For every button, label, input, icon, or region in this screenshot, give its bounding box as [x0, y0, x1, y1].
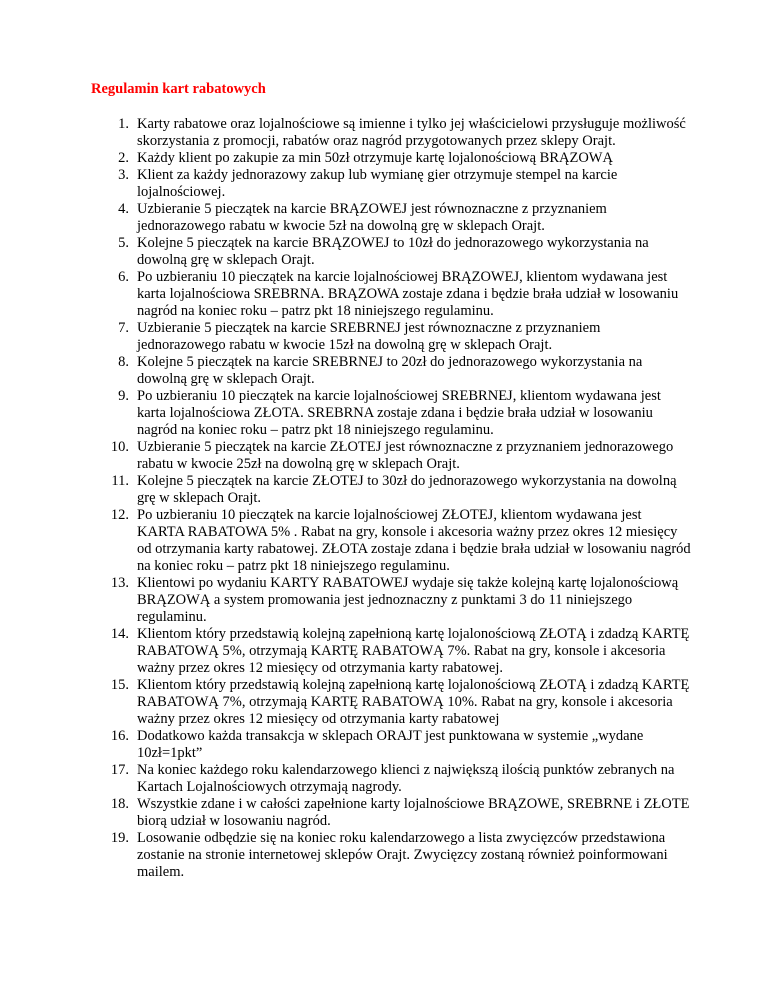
rule-number: 4.: [118, 201, 129, 217]
rule-item: [91, 150, 691, 167]
rule-item: [91, 728, 691, 762]
rule-text: Losowanie odbędzie się na koniec roku kalendarzowego a lista zwycięzców przedstawiona zostanie na stronie internetowej sklepów Orajt. Zwycięzcy zostaną również poinformowani mailem.: [137, 830, 668, 880]
rule-item: [91, 235, 691, 269]
rule-number: 6.: [118, 269, 129, 285]
rule-text: Uzbieranie 5 pieczątek na karcie BRĄZOWEJ jest równoznaczne z przyznaniem jednorazowego rabatu w kwocie 5zł na dowolną grę w sklepach Orajt.: [137, 201, 607, 234]
rule-text: Wszystkie zdane i w całości zapełnione karty lojalnościowe BRĄZOWE, SREBRNE i ZŁOTE biorą udział w losowaniu nagród.: [137, 796, 690, 829]
rule-text: Kolejne 5 pieczątek na karcie ZŁOTEJ to 30zł do jednorazowego wykorzystania na dowolną grę w sklepach Orajt.: [137, 473, 677, 506]
rule-item: [91, 830, 691, 881]
rule-number: 8.: [118, 354, 129, 370]
rule-number: 7.: [118, 320, 129, 336]
rule-item: [91, 626, 691, 677]
rule-text: Klientom który przedstawią kolejną zapełnioną kartę lojalonościową ZŁOTĄ i zdadzą KARTĘ RABATOWĄ 7%, otrzymają KARTĘ RABATOWĄ 10%. Rabat na gry, konsole i akcesoria ważny przez okres 12 miesięcy od otrzymania karty rabatowej: [137, 677, 690, 727]
rule-number: 13.: [110, 575, 129, 591]
rule-item: [91, 201, 691, 235]
rule-number: 9.: [118, 388, 129, 404]
rule-item: [91, 388, 691, 439]
rule-item: [91, 116, 691, 150]
rule-item: [91, 762, 691, 796]
rule-item: [91, 575, 691, 626]
rule-number: 15.: [110, 677, 129, 693]
rule-text: Dodatkowo każda transakcja w sklepach ORAJT jest punktowana w systemie „wydane 10zł=1pkt”: [137, 728, 644, 761]
document-title: Regulamin kart rabatowych: [91, 81, 266, 97]
rule-text: Uzbieranie 5 pieczątek na karcie SREBRNEJ jest równoznaczne z przyznaniem jednorazowego rabatu w kwocie 15zł na dowolną grę w sklepach Orajt.: [137, 320, 601, 353]
rule-item: [91, 507, 691, 575]
rule-text: Klient za każdy jednorazowy zakup lub wymianę gier otrzymuje stempel na karcie lojalnościowej.: [137, 167, 618, 200]
rule-text: Klientom który przedstawią kolejną zapełnioną kartę lojalonościową ZŁOTĄ i zdadzą KARTĘ RABATOWĄ 5%, otrzymają KARTĘ RABATOWĄ 7%. Rabat na gry, konsole i akcesoria ważny przez okres 12 miesięcy od otrzymania karty rabatowej.: [137, 626, 690, 676]
rule-number: 10.: [110, 439, 129, 455]
rule-item: [91, 269, 691, 320]
rule-text: Każdy klient po zakupie za min 50zł otrzymuje kartę lojalonościową BRĄZOWĄ: [137, 150, 613, 166]
rule-item: [91, 354, 691, 388]
rule-text: Na koniec każdego roku kalendarzowego klienci z największą ilością punktów zebranych na Kartach Lojalnościowych otrzymają nagrody.: [137, 762, 675, 795]
rule-text: Uzbieranie 5 pieczątek na karcie ZŁOTEJ jest równoznaczne z przyznaniem jednorazowego rabatu w kwocie 25zł na dowolną grę w sklepach Orajt.: [137, 439, 674, 472]
rule-item: [91, 320, 691, 354]
rule-text: Po uzbieraniu 10 pieczątek na karcie lojalnościowej SREBRNEJ, klientom wydawana jest karta lojalnościowa ZŁOTA. SREBRNA zostaje zdana i będzie brała udział w losowaniu nagród na koniec roku – patrz pkt 18 niniejszego regulaminu.: [137, 388, 661, 438]
rule-text: Kolejne 5 pieczątek na karcie BRĄZOWEJ to 10zł do jednorazowego wykorzystania na dowolną grę w sklepach Orajt.: [137, 235, 649, 268]
rule-number: 5.: [118, 235, 129, 251]
rule-number: 12.: [110, 507, 129, 523]
rule-text: Kolejne 5 pieczątek na karcie SREBRNEJ to 20zł do jednorazowego wykorzystania na dowolną grę w sklepach Orajt.: [137, 354, 643, 387]
rule-number: 17.: [110, 762, 129, 778]
rule-text: Po uzbieraniu 10 pieczątek na karcie lojalnościowej BRĄZOWEJ, klientom wydawana jest karta lojalnościowa SREBRNA. BRĄZOWA zostaje zdana i będzie brała udział w losowaniu nagród na koniec roku – patrz pkt 18 niniejszego regulaminu.: [137, 269, 679, 319]
rule-item: [91, 167, 691, 201]
rule-number: 14.: [110, 626, 129, 642]
rule-item: [91, 439, 691, 473]
rule-text: Po uzbieraniu 10 pieczątek na karcie lojalnościowej ZŁOTEJ, klientom wydawana jest KARTA RABATOWA 5% . Rabat na gry, konsole i akcesoria ważny przez okres 12 miesięcy od otrzymania karty rabatowej. ZŁOTA zostaje zdana i będzie brała udział w losowaniu nagród na koniec roku – patrz pkt 18 niniejszego regulaminu.: [137, 507, 691, 574]
rule-item: [91, 473, 691, 507]
rule-number: 1.: [118, 116, 129, 132]
rule-number: 3.: [118, 167, 129, 183]
rule-number: 2.: [118, 150, 129, 166]
rule-item: [91, 796, 691, 830]
rule-number: 16.: [110, 728, 129, 744]
rule-text: Karty rabatowe oraz lojalnościowe są imienne i tylko jej właścicielowi przysługuje możliwość skorzystania z promocji, rabatów oraz nagród przygotowanych przez sklepy Orajt.: [137, 116, 686, 149]
rules-list: [91, 116, 691, 881]
rule-number: 11.: [111, 473, 129, 489]
rule-number: 19.: [110, 830, 129, 846]
rule-item: [91, 677, 691, 728]
rule-text: Klientowi po wydaniu KARTY RABATOWEJ wydaje się także kolejną kartę lojalonościową BRĄZOWĄ a system promowania jest jednoznaczny z punktami 3 do 11 niniejszego regulaminu.: [137, 575, 679, 625]
rule-number: 18.: [110, 796, 129, 812]
